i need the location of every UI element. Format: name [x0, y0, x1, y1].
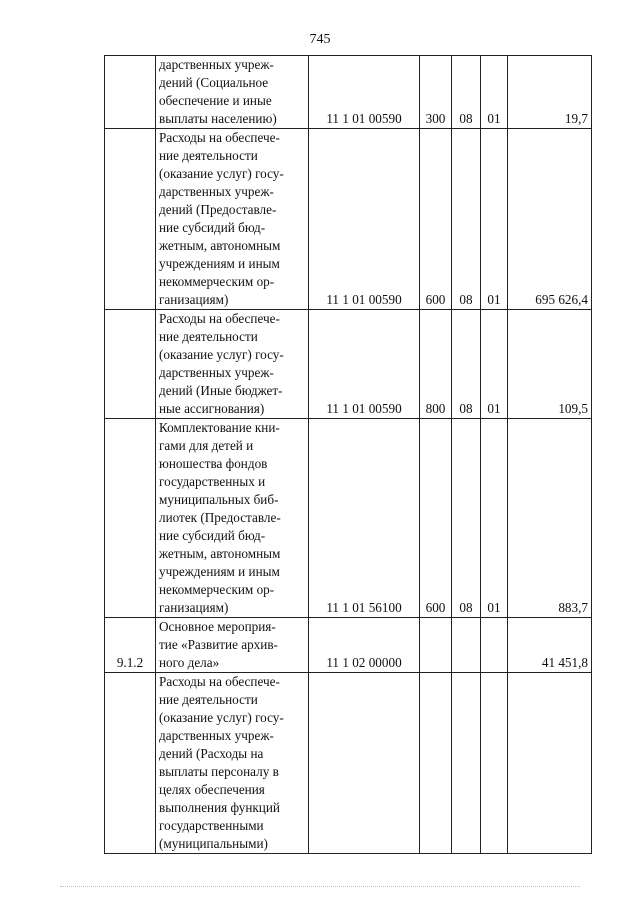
expense-type-cell: 300	[420, 56, 452, 129]
scan-artifact-line	[60, 886, 580, 889]
table-row	[105, 56, 592, 129]
table-row	[105, 310, 592, 419]
subsection-cell	[481, 673, 508, 854]
name-line: дарственных учреж-	[159, 728, 274, 743]
table-row	[105, 673, 592, 854]
name-line: (муниципальными)	[159, 836, 268, 851]
subsection-cell: 01	[481, 419, 508, 618]
name-line: ние субсидий бюд-	[159, 220, 266, 235]
name-line: Комплектование кни-	[159, 420, 280, 435]
row-name-cell	[156, 129, 309, 310]
target-article-cell: 11 1 01 00590	[309, 56, 420, 129]
name-line: дарственных учреж-	[159, 57, 274, 72]
name-line: ние деятельности	[159, 329, 258, 344]
name-line: (оказание услуг) госу-	[159, 710, 284, 725]
subsection-cell: 01	[481, 310, 508, 419]
name-line: государственных и	[159, 474, 266, 489]
section-cell: 08	[452, 129, 481, 310]
name-line: ганизациям)	[159, 292, 229, 307]
table-row	[105, 618, 592, 673]
expense-type-cell: 600	[420, 129, 452, 310]
table-row	[105, 419, 592, 618]
row-number-cell: 9.1.2	[105, 618, 156, 673]
name-line: ганизациям)	[159, 600, 229, 615]
page-number: 745	[309, 32, 331, 47]
name-line: обеспечение и иные	[159, 93, 272, 108]
row-number-cell	[105, 310, 156, 419]
name-line: дений (Предоставле-	[159, 202, 277, 217]
section-cell: 08	[452, 419, 481, 618]
name-line: жетным, автономным	[159, 238, 281, 253]
table-row	[105, 129, 592, 310]
name-line: ние деятельности	[159, 148, 258, 163]
row-number-cell	[105, 673, 156, 854]
target-article-cell: 11 1 02 00000	[309, 618, 420, 673]
row-name-cell	[156, 673, 309, 854]
table-body	[105, 56, 592, 854]
target-article-cell: 11 1 01 00590	[309, 310, 420, 419]
name-line: некоммерческим ор-	[159, 582, 275, 597]
name-line: лиотек (Предоставле-	[159, 510, 281, 525]
row-name-cell	[156, 618, 309, 673]
name-line: ние субсидий бюд-	[159, 528, 266, 543]
name-line: выплаты населению)	[159, 111, 277, 126]
expense-type-cell	[420, 673, 452, 854]
name-line: целях обеспечения	[159, 782, 265, 797]
name-line: муниципальных биб-	[159, 492, 279, 507]
name-line: дарственных учреж-	[159, 365, 274, 380]
name-line: дарственных учреж-	[159, 184, 274, 199]
name-line: жетным, автономным	[159, 546, 281, 561]
expense-type-cell: 600	[420, 419, 452, 618]
row-name-cell	[156, 56, 309, 129]
name-line: Расходы на обеспече-	[159, 130, 280, 145]
name-line: государственными	[159, 818, 264, 833]
row-name-cell	[156, 310, 309, 419]
amount-cell: 883,7	[508, 419, 592, 618]
name-line: Расходы на обеспече-	[159, 674, 280, 689]
name-line: ные ассигнования)	[159, 401, 265, 416]
name-line: ного дела»	[159, 655, 220, 670]
budget-table	[104, 55, 592, 854]
row-number-cell	[105, 56, 156, 129]
name-line: дений (Социальное	[159, 75, 269, 90]
name-line: дений (Иные бюджет-	[159, 383, 283, 398]
section-cell	[452, 673, 481, 854]
name-line: дений (Расходы на	[159, 746, 264, 761]
section-cell: 08	[452, 56, 481, 129]
row-number-cell	[105, 129, 156, 310]
target-article-cell	[309, 673, 420, 854]
section-cell	[452, 618, 481, 673]
subsection-cell	[481, 618, 508, 673]
name-line: (оказание услуг) госу-	[159, 166, 284, 181]
name-line: Расходы на обеспече-	[159, 311, 280, 326]
expense-type-cell	[420, 618, 452, 673]
amount-cell: 19,7	[508, 56, 592, 129]
name-line: учреждениям и иным	[159, 564, 280, 579]
subsection-cell: 01	[481, 129, 508, 310]
amount-cell	[508, 673, 592, 854]
section-cell: 08	[452, 310, 481, 419]
name-line: выплаты персоналу в	[159, 764, 279, 779]
expense-type-cell: 800	[420, 310, 452, 419]
name-line: гами для детей и	[159, 438, 254, 453]
name-line: выполнения функций	[159, 800, 280, 815]
name-line: учреждениям и иным	[159, 256, 280, 271]
target-article-cell: 11 1 01 56100	[309, 419, 420, 618]
amount-cell: 109,5	[508, 310, 592, 419]
amount-cell: 695 626,4	[508, 129, 592, 310]
name-line: некоммерческим ор-	[159, 274, 275, 289]
target-article-cell: 11 1 01 00590	[309, 129, 420, 310]
name-line: тие «Развитие архив-	[159, 637, 278, 652]
subsection-cell: 01	[481, 56, 508, 129]
amount-cell: 41 451,8	[508, 618, 592, 673]
row-number-cell	[105, 419, 156, 618]
row-name-cell	[156, 419, 309, 618]
name-line: ние деятельности	[159, 692, 258, 707]
name-line: Основное мероприя-	[159, 619, 276, 634]
name-line: (оказание услуг) госу-	[159, 347, 284, 362]
name-line: юношества фондов	[159, 456, 268, 471]
